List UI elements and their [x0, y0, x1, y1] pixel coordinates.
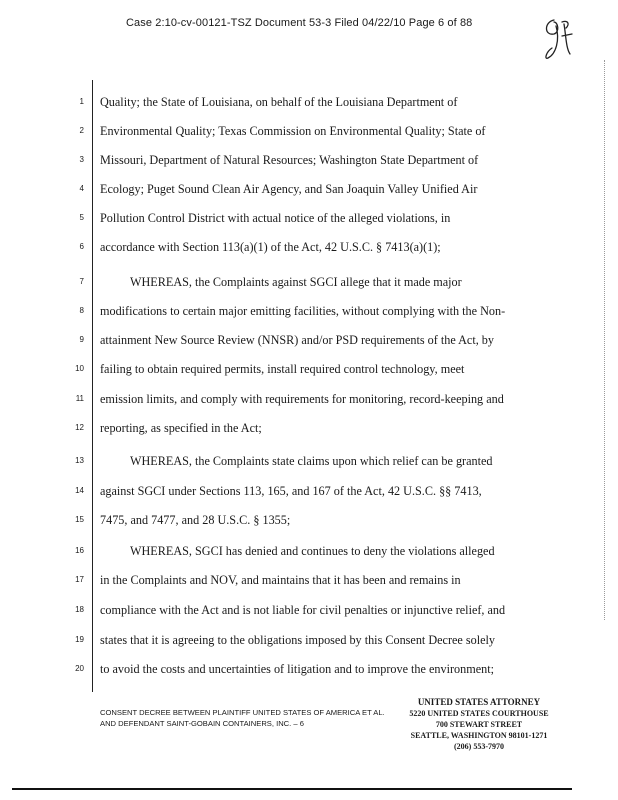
line-number: 11: [75, 394, 84, 403]
body-line: Quality; the State of Louisiana, on behalf of the Louisiana Department of: [100, 95, 458, 109]
line-number: 18: [75, 605, 84, 614]
body-line: WHEREAS, the Complaints state claims upon which relief can be granted: [130, 454, 493, 468]
line-number: 8: [79, 306, 84, 315]
body-line: attainment New Source Review (NNSR) and/or PSD requirements of the Act, by: [100, 333, 494, 347]
body-line: reporting, as specified in the Act;: [100, 421, 262, 435]
line-number: 6: [79, 242, 84, 251]
line-number: 7: [79, 277, 84, 286]
line-number: 5: [79, 213, 84, 222]
body-line: states that it is agreeing to the obligations imposed by this Consent Decree solely: [100, 633, 496, 647]
line-number: 20: [75, 664, 84, 673]
line-number: 15: [75, 515, 84, 524]
attorney-office-title: UNITED STATES ATTORNEY: [417, 697, 541, 707]
attorney-address-line: 700 STEWART STREET: [435, 720, 523, 729]
line-number: 2: [79, 126, 84, 135]
body-line: against SGCI under Sections 113, 165, and 167 of the Act, 42 U.S.C. §§ 7413,: [100, 484, 482, 498]
line-number: 10: [75, 364, 84, 373]
attorney-phone: (206) 553-7970: [454, 742, 504, 751]
line-number: 16: [75, 546, 84, 555]
body-line: failing to obtain required permits, install required control technology, meet: [100, 362, 465, 376]
attorney-address-line: 5220 UNITED STATES COURTHOUSE: [409, 709, 549, 718]
body-line: Missouri, Department of Natural Resources; Washington State Department of: [100, 153, 479, 167]
line-number: 17: [75, 575, 84, 584]
bottom-rule: [12, 788, 572, 790]
line-number: 9: [79, 335, 84, 344]
footer-caption-line: AND DEFENDANT SAINT-GOBAIN CONTAINERS, INC. – 6: [100, 719, 304, 728]
handwritten-initials: [540, 14, 580, 66]
case-header: Case 2:10-cv-00121-TSZ Document 53-3 Filed 04/22/10 Page 6 of 88: [126, 17, 473, 29]
body-line: WHEREAS, the Complaints against SGCI allege that it made major: [130, 275, 462, 289]
body-line: emission limits, and comply with requirements for monitoring, record-keeping and: [100, 392, 504, 406]
body-line: accordance with Section 113(a)(1) of the Act, 42 U.S.C. § 7413(a)(1);: [100, 240, 441, 254]
body-line: 7475, and 7477, and 28 U.S.C. § 1355;: [100, 513, 291, 527]
right-margin-rule: [604, 60, 605, 620]
body-line: Ecology; Puget Sound Clean Air Agency, and San Joaquin Valley Unified Air: [100, 182, 478, 196]
attorney-address-block: [404, 697, 554, 752]
line-number: 4: [79, 184, 84, 193]
line-number: 19: [75, 635, 84, 644]
attorney-address-line: SEATTLE, WASHINGTON 98101-1271: [410, 731, 548, 740]
body-line: Environmental Quality; Texas Commission on Environmental Quality; State of: [100, 124, 486, 138]
line-number: 13: [75, 456, 84, 465]
footer-caption: [100, 707, 400, 729]
line-number: 3: [79, 155, 84, 164]
body-line: compliance with the Act and is not liable for civil penalties or injunctive relief, and: [100, 603, 506, 617]
line-number: 1: [79, 97, 84, 106]
body-line: WHEREAS, SGCI has denied and continues to deny the violations alleged: [130, 544, 495, 558]
body-line: modifications to certain major emitting facilities, without complying with the Non-: [100, 304, 506, 318]
body-line: to avoid the costs and uncertainties of litigation and to improve the environment;: [100, 662, 494, 676]
body-line: in the Complaints and NOV, and maintains that it has been and remains in: [100, 573, 461, 587]
line-number: 12: [75, 423, 84, 432]
line-number: 14: [75, 486, 84, 495]
left-margin-rule: [92, 80, 93, 692]
body-line: Pollution Control District with actual notice of the alleged violations, in: [100, 211, 451, 225]
footer-caption-line: CONSENT DECREE BETWEEN PLAINTIFF UNITED STATES OF AMERICA ET AL.: [100, 708, 385, 717]
